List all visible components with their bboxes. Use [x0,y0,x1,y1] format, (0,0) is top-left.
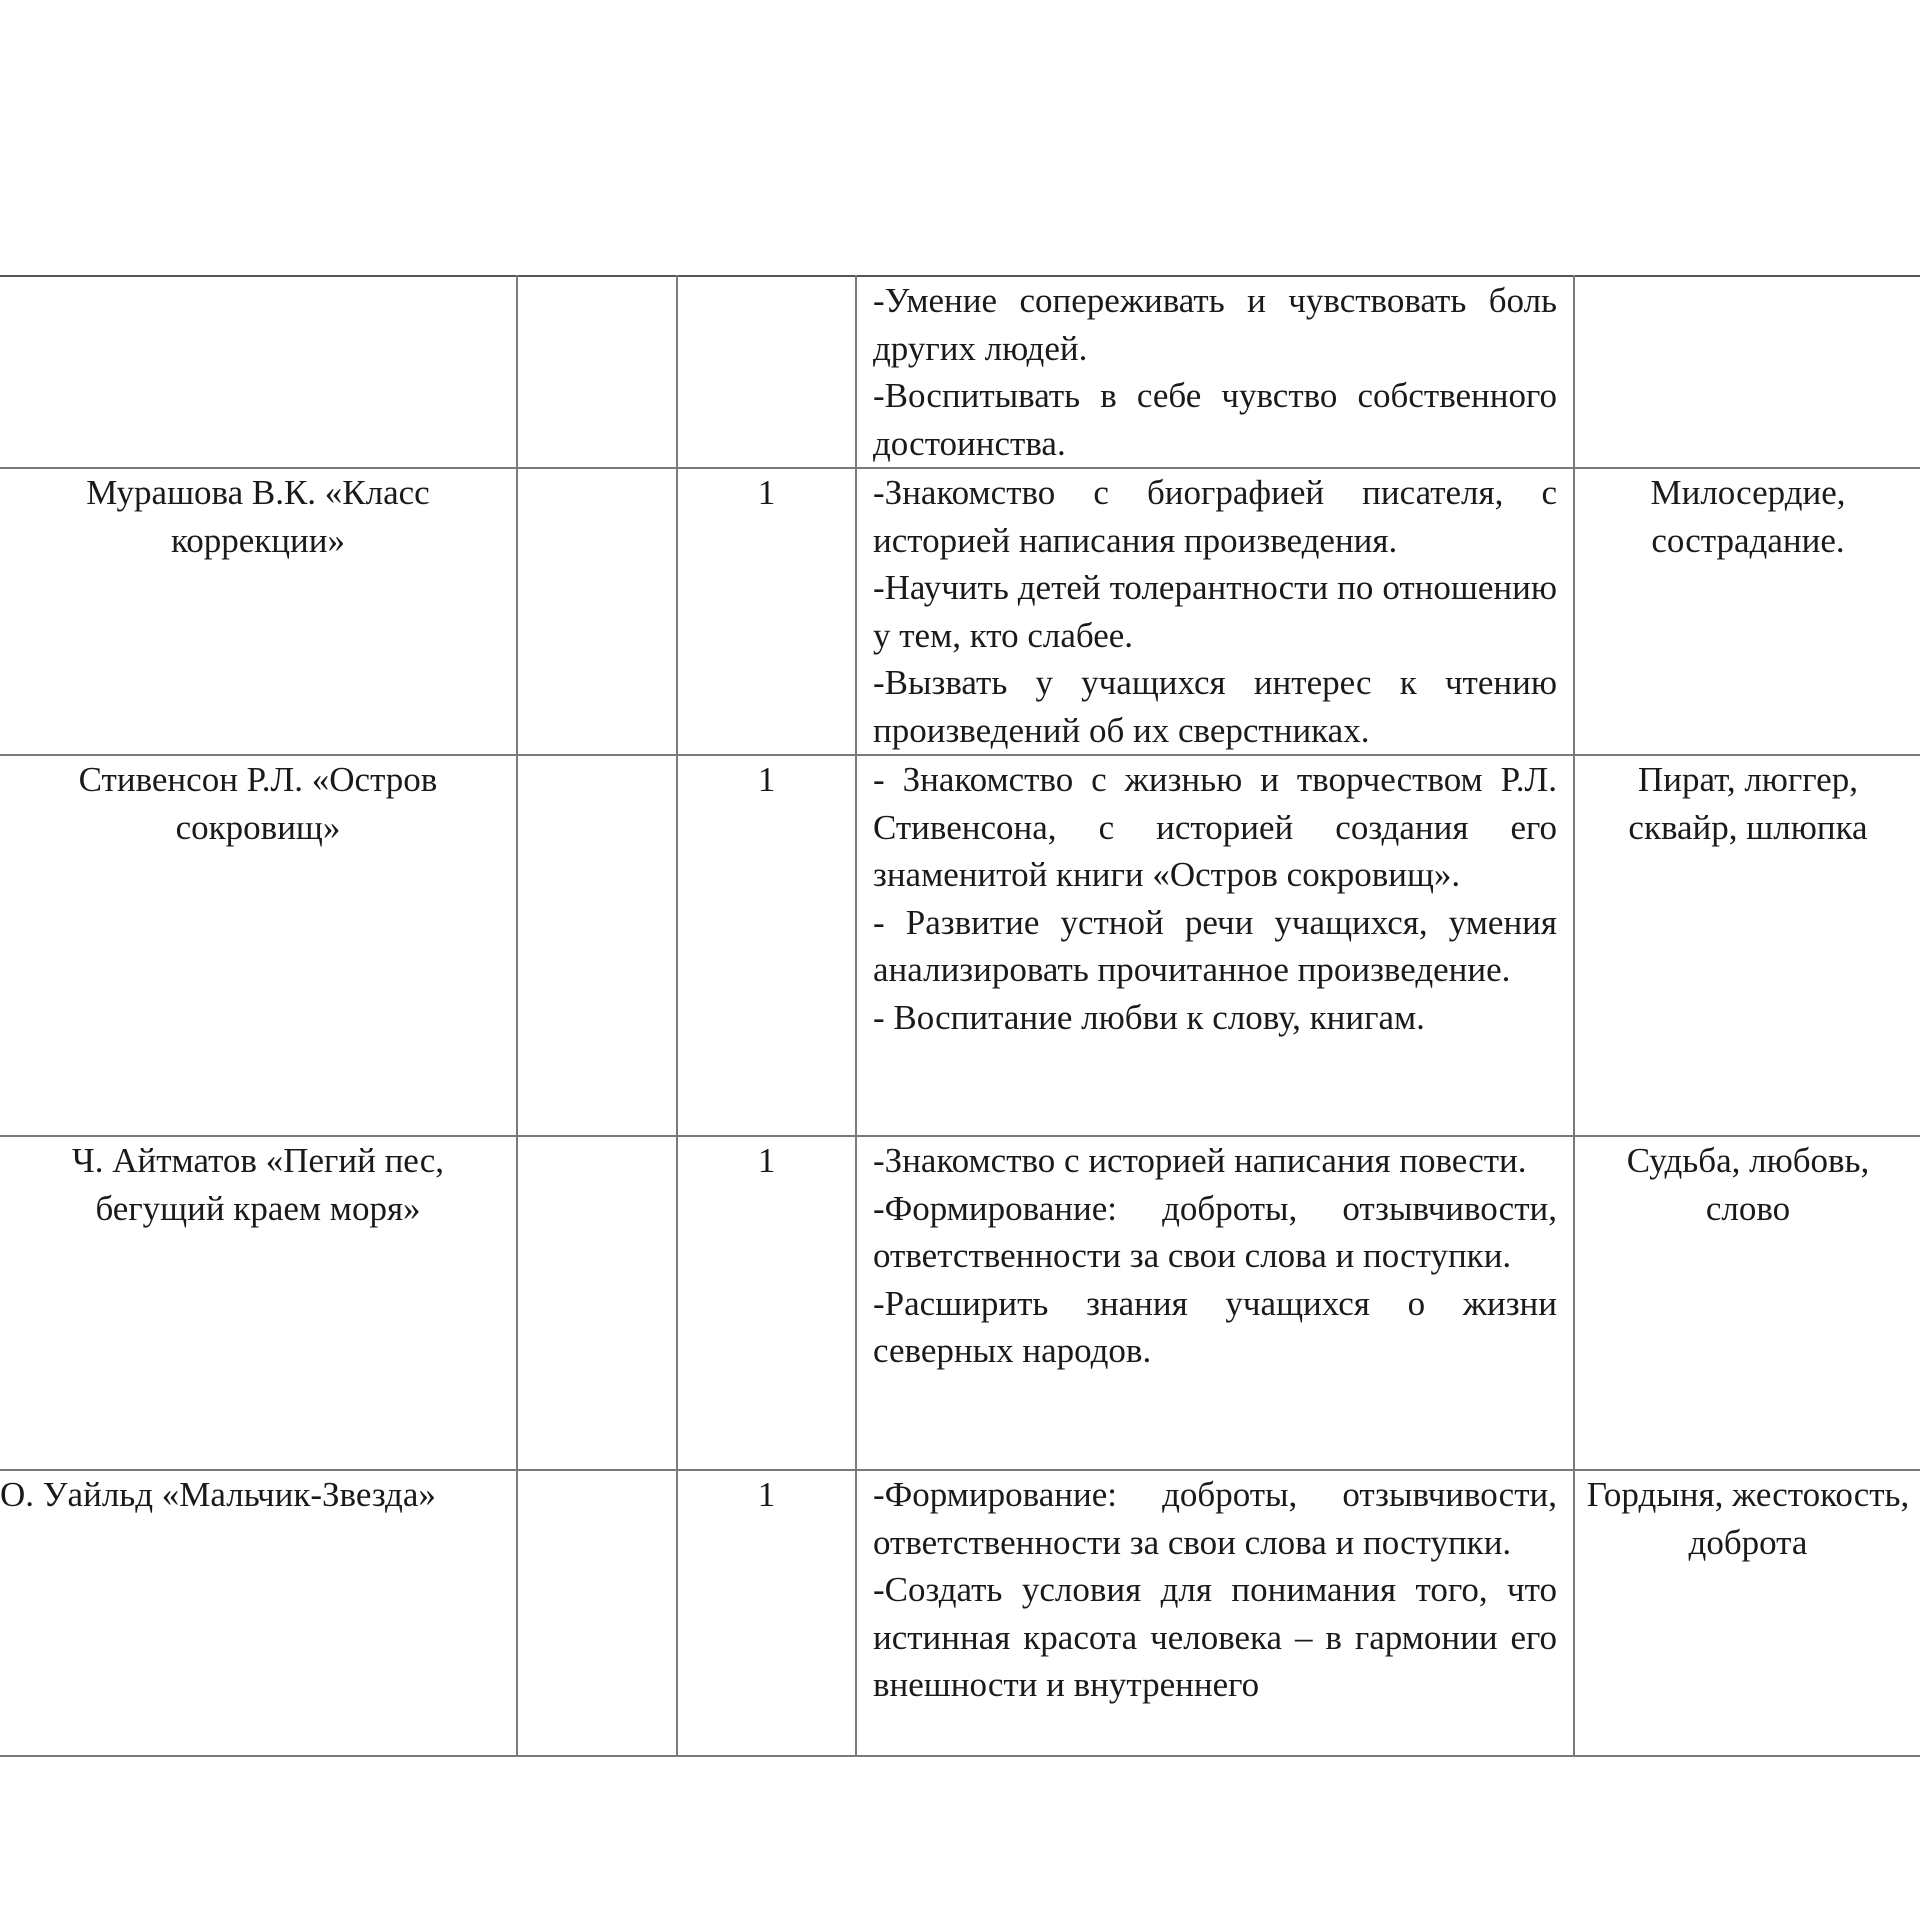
vocabulary-cell [1574,755,1920,1136]
goals-cell [856,1136,1574,1470]
hours-value: 1 [757,1141,776,1180]
vocabulary-cell [1574,468,1920,755]
work-title: Ч. Айтматов «Пегий пес, бегущий краем моря» [72,1141,444,1228]
goal-text: -Создать условия для понимания того, что истинная красота человека – в гармонии его внешности и внутреннего [873,1570,1557,1704]
goal-text: -Научить детей толерантности по отношению у тем, кто слабее. [873,568,1557,655]
goals-cell [856,468,1574,755]
goal-text: - Воспитание любви к слову, книгам. [873,997,1425,1037]
hours-cell [677,276,856,468]
goal-text: -Знакомство с биографией писателя, с историей написания произведения. [873,473,1557,560]
work-cell [0,1136,517,1470]
work-cell [0,755,517,1136]
table-row [0,1470,1920,1756]
goals-cell [856,276,1574,468]
vocabulary-cell [1574,1470,1920,1756]
goal-text: -Вызвать у учащихся интерес к чтению произведений об их сверстниках. [873,663,1557,750]
empty-cell [517,1136,677,1470]
table-row [0,276,1920,468]
goal-text: - Развитие устной речи учащихся, умения анализировать прочитанное произведение. [873,902,1557,989]
work-title: О. Уайльд «Мальчик-Звезда» [0,1475,436,1514]
hours-cell [677,468,856,755]
goal-text: -Воспитывать в себе чувство собственного достоинства. [873,376,1557,463]
empty-cell [517,755,677,1136]
goal-text: -Формирование: доброты, отзывчивости, ответственности за свои слова и поступки. [873,1188,1557,1275]
hours-cell [677,1136,856,1470]
vocabulary-cell [1574,1136,1920,1470]
goals-cell [856,755,1574,1136]
goal-text: -Умение сопереживать и чувствовать боль других людей. [873,281,1557,368]
vocabulary-words: Гордыня, жестокость, доброта [1586,1475,1910,1562]
empty-cell [517,276,677,468]
hours-cell [677,755,856,1136]
work-cell [0,468,517,755]
hours-value: 1 [757,1475,776,1514]
literature-lesson-table [0,275,1920,1757]
hours-cell [677,1470,856,1756]
vocabulary-words: Милосердие, сострадание. [1650,473,1846,560]
work-cell [0,1470,517,1756]
work-title: Мурашова В.К. «Класс коррекции» [86,473,430,560]
empty-cell [517,468,677,755]
table-row [0,755,1920,1136]
goal-text: - Знакомство с жизнью и творчеством Р.Л. Стивенсона, с историей создания его знаменитой книги «Остров сокровищ». [873,760,1557,894]
goal-text: -Расширить знания учащихся о жизни северных народов. [873,1283,1557,1370]
goal-text: -Формирование: доброты, отзывчивости, ответственности за свои слова и поступки. [873,1475,1557,1562]
hours-value: 1 [757,473,776,512]
empty-cell [517,1470,677,1756]
table-row [0,468,1920,755]
goals-cell [856,1470,1574,1756]
vocabulary-cell [1574,276,1920,468]
work-cell [0,276,517,468]
table-row [0,1136,1920,1470]
vocabulary-words: Пират, люггер, сквайр, шлюпка [1628,760,1868,847]
hours-value: 1 [757,760,776,799]
goal-text: -Знакомство с историей написания повести. [873,1141,1527,1180]
work-title: Стивенсон Р.Л. «Остров сокровищ» [78,760,438,847]
vocabulary-words: Судьба, любовь, слово [1626,1141,1870,1228]
